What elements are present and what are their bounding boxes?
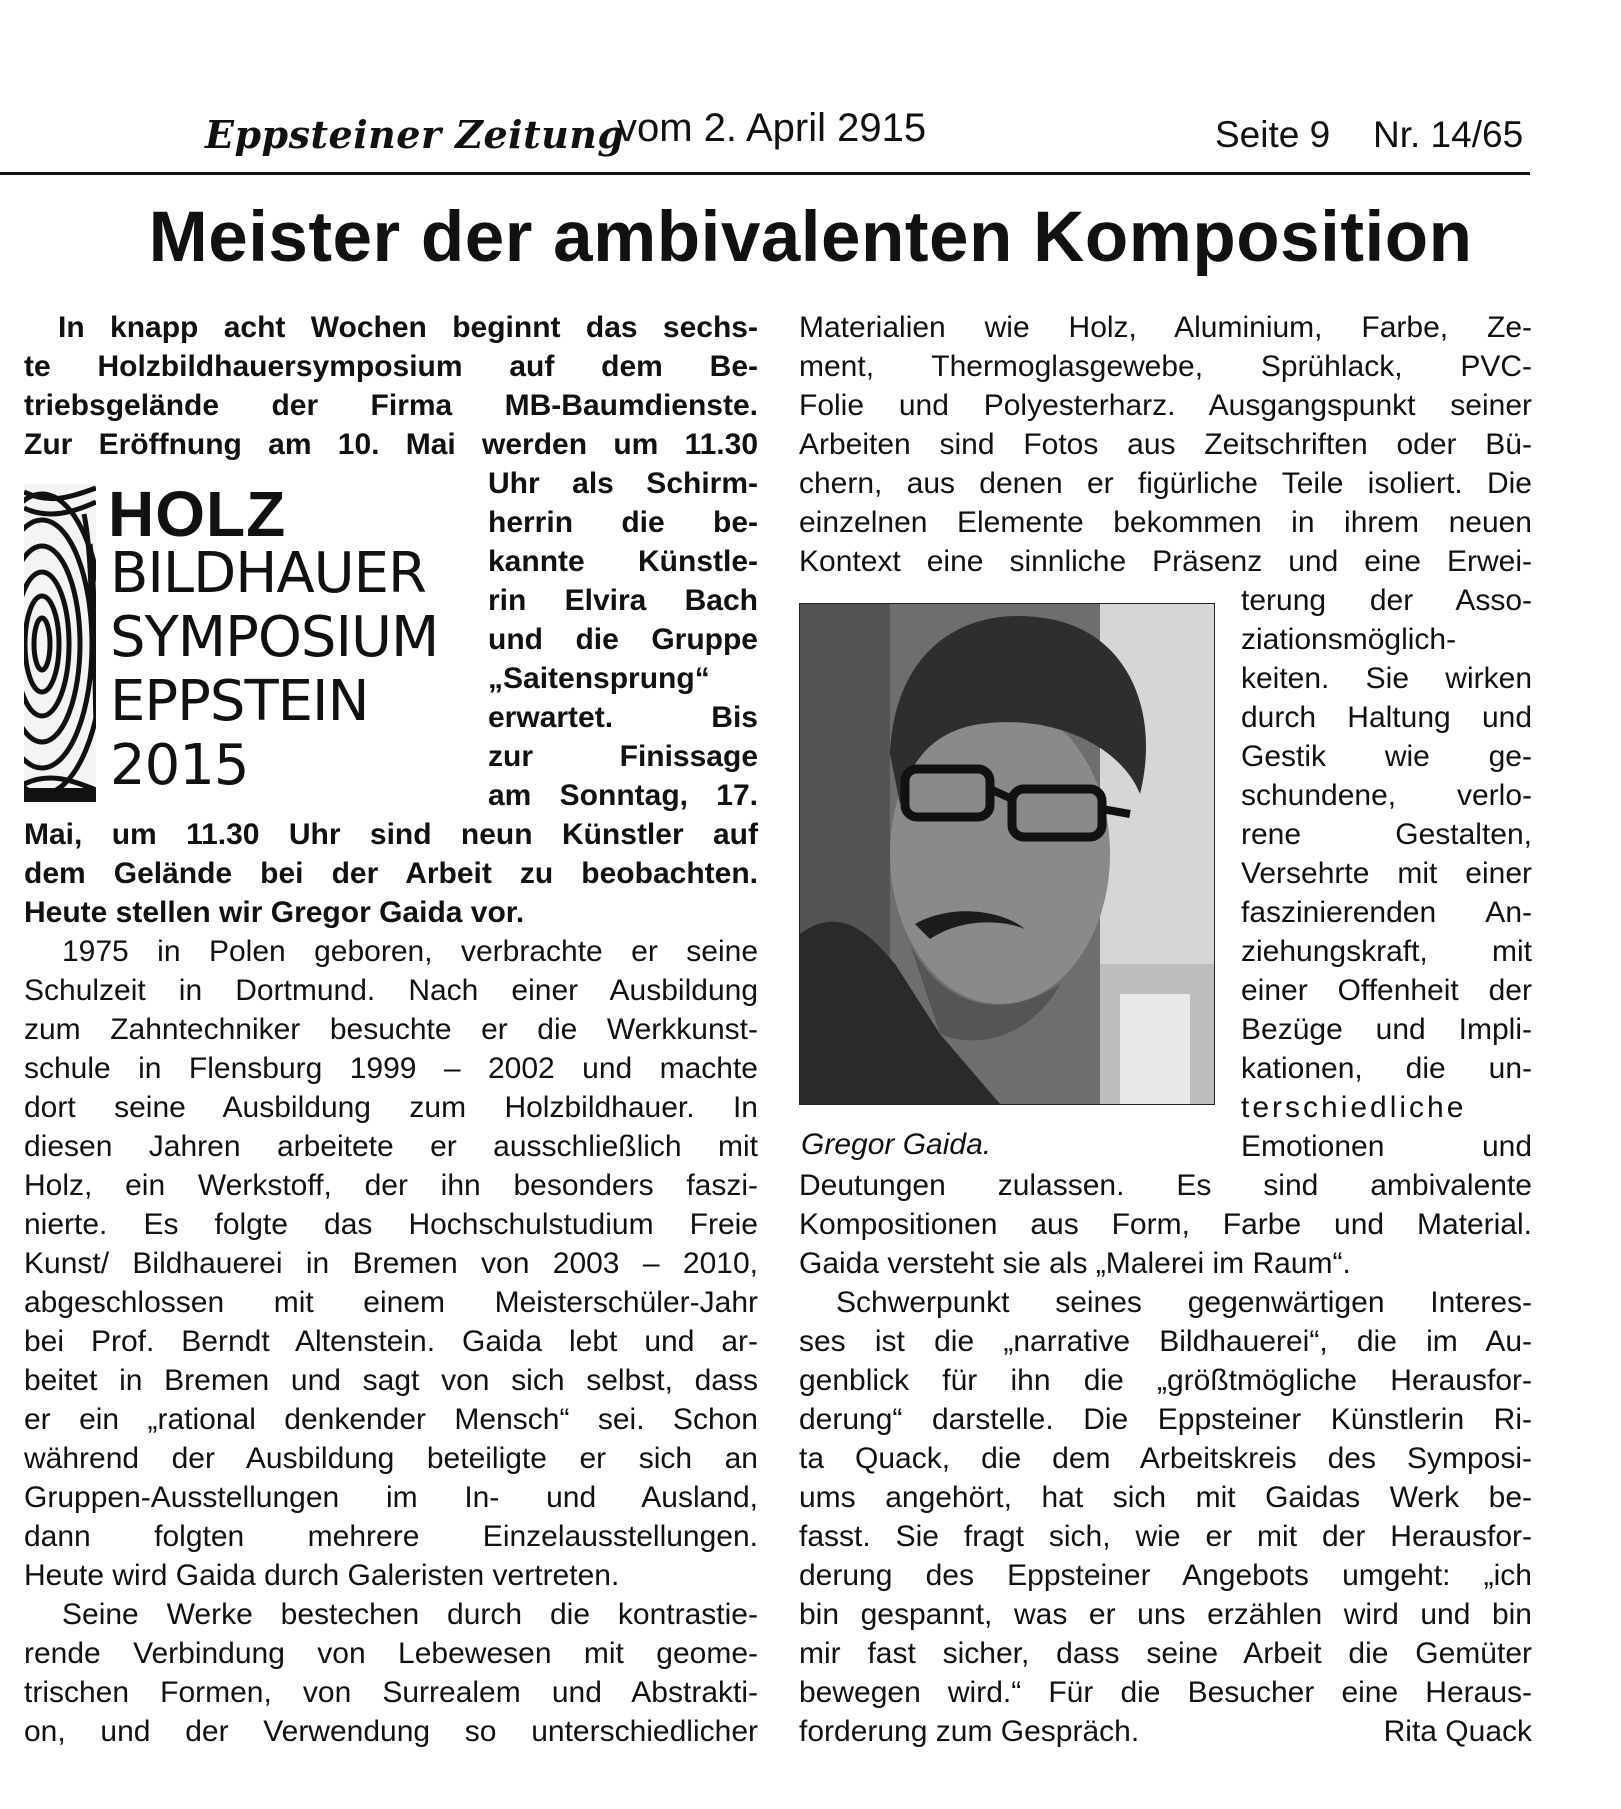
body-line: on, und der Verwendung so unterschiedlicher	[24, 1715, 758, 1748]
photo-caption: Gregor Gaida.	[801, 1128, 992, 1161]
body-line: mir fast sicher, dass seine Arbeit die Gemüter	[799, 1637, 1532, 1670]
issue-number: Nr. 14/65	[1373, 114, 1524, 155]
body-line: Schwerpunkt seines gegenwärtigen Interes-	[836, 1286, 1532, 1319]
portrait-photo	[799, 603, 1215, 1105]
body-line: ses ist die „narrative Bildhauerei“, die im Au-	[799, 1325, 1532, 1358]
body-line: Heute wird Gaida durch Galeristen vertreten.	[24, 1559, 620, 1592]
logo-line-year: 2015	[110, 733, 249, 798]
body-line: Gruppen-Ausstellungen im In- und Ausland,	[24, 1481, 758, 1514]
lead-line: erwartet. Bis	[488, 701, 758, 734]
body-line: zum Zahntechniker besuchte er die Werkkunst-	[24, 1013, 758, 1046]
body-line: terung der Asso-	[1241, 584, 1532, 617]
page-number: Seite 9	[1215, 114, 1331, 155]
body-line: er ein „rational denkender Mensch“ sei. Schon	[24, 1403, 758, 1436]
article-headline: Meister der ambivalenten Komposition	[148, 198, 1473, 277]
lead-line: am Sonntag, 17.	[488, 779, 758, 812]
body-line: schundene, verlo-	[1241, 779, 1532, 812]
body-line: forderung zum Gespräch.	[799, 1715, 1140, 1748]
wood-grain-icon	[24, 484, 96, 802]
body-line: Bezüge und Impli-	[1241, 1013, 1532, 1046]
body-line: diesen Jahren arbeitete er ausschließlich mit	[24, 1130, 758, 1163]
lead-line: Uhr als Schirm-	[488, 467, 758, 500]
body-line: einer Offenheit der	[1241, 974, 1532, 1007]
body-line: schule in Flensburg 1999 – 2002 und machte	[24, 1052, 758, 1085]
body-line: ziehungskraft, mit	[1241, 935, 1532, 968]
newspaper-name: Eppsteiner Zeitung	[205, 112, 625, 157]
body-line: derung“ darstelle. Die Eppsteiner Künstlerin Ri-	[799, 1403, 1532, 1436]
lead-line: herrin die be-	[488, 506, 758, 539]
body-line: Seine Werke bestechen durch die kontrastie-	[62, 1598, 758, 1631]
body-line: terschiedliche	[1241, 1091, 1467, 1124]
lead-line: rin Elvira Bach	[488, 584, 758, 617]
body-line: Kontext eine sinnliche Präsenz und eine Erwei-	[799, 545, 1532, 578]
body-line: nierte. Es folgte das Hochschulstudium Freie	[24, 1208, 758, 1241]
lead-line: In knapp acht Wochen beginnt das sechs-	[58, 311, 758, 344]
lead-line: zur Finissage	[488, 740, 758, 773]
symposium-logo	[24, 480, 460, 805]
lead-line: te Holzbildhauersymposium auf dem Be-	[24, 350, 758, 383]
body-line: Schulzeit in Dortmund. Nach einer Ausbildung	[24, 974, 758, 1007]
body-line: Kompositionen aus Form, Farbe und Material.	[799, 1208, 1532, 1241]
body-line: rende Verbindung von Lebewesen mit geome-	[24, 1637, 758, 1670]
body-line: derung des Eppsteiner Angebots umgeht: „ich	[799, 1559, 1532, 1592]
header-divider	[0, 172, 1530, 175]
lead-line: „Saitensprung“	[488, 662, 710, 695]
body-line: einzelnen Elemente bekommen in ihrem neuen	[799, 506, 1532, 539]
logo-line-holz: HOLZ	[108, 478, 287, 550]
lead-line: Mai, um 11.30 Uhr sind neun Künstler auf	[24, 818, 758, 851]
body-line: Arbeiten sind Fotos aus Zeitschriften oder Bü-	[799, 428, 1532, 461]
body-line: Folie und Polyesterharz. Ausgangspunkt seiner	[799, 389, 1532, 422]
body-line: Emotionen und	[1241, 1130, 1532, 1163]
logo-line-bildhauer: BILDHAUER	[110, 541, 426, 606]
body-line: trischen Formen, von Surrealem und Abstrakti-	[24, 1676, 758, 1709]
body-line: faszinierenden An-	[1241, 896, 1532, 929]
body-line: Gaida versteht sie als „Malerei im Raum“.	[799, 1247, 1351, 1280]
body-line: während der Ausbildung beteiligte er sich an	[24, 1442, 758, 1475]
body-line: ums angehört, hat sich mit Gaidas Werk be-	[799, 1481, 1532, 1514]
lead-line: Zur Eröffnung am 10. Mai werden um 11.30	[24, 428, 758, 461]
body-line: bewegen wird.“ Für die Besucher eine Heraus-	[799, 1676, 1532, 1709]
body-line: keiten. Sie wirken	[1241, 662, 1532, 695]
lead-line: triebsgelände der Firma MB-Baumdienste.	[24, 389, 758, 422]
body-line: fasst. Sie fragt sich, wie er mit der Herausfor-	[799, 1520, 1532, 1553]
body-line: genblick für ihn die „größtmögliche Herausfor-	[799, 1364, 1532, 1397]
body-line: Kunst/ Bildhauerei in Bremen von 2003 – 2010,	[24, 1247, 758, 1280]
body-line: durch Haltung und	[1241, 701, 1532, 734]
body-line: beitet in Bremen und sagt von sich selbst, dass	[24, 1364, 758, 1397]
body-line: 1975 in Polen geboren, verbrachte er seine	[62, 935, 758, 968]
body-line: ziationsmöglich-	[1241, 623, 1457, 656]
body-line: abgeschlossen mit einem Meisterschüler-Jahr	[24, 1286, 758, 1319]
logo-line-symposium: SYMPOSIUM	[110, 605, 439, 670]
lead-line: und die Gruppe	[488, 623, 758, 656]
body-line: dann folgten mehrere Einzelausstellungen.	[24, 1520, 758, 1553]
body-line: Gestik wie ge-	[1241, 740, 1532, 773]
lead-line: dem Gelände bei der Arbeit zu beobachten.	[24, 857, 758, 890]
body-line: kationen, die un-	[1241, 1052, 1532, 1085]
body-line: ment, Thermoglasgewebe, Sprühlack, PVC-	[799, 350, 1532, 383]
body-line: rene Gestalten,	[1241, 818, 1532, 851]
author-byline: Rita Quack	[1383, 1715, 1532, 1748]
body-line: Versehrte mit einer	[1241, 857, 1532, 890]
body-line: dort seine Ausbildung zum Holzbildhauer. In	[24, 1091, 758, 1124]
body-line: Holz, ein Werkstoff, der ihn besonders faszi-	[24, 1169, 758, 1202]
body-line: Deutungen zulassen. Es sind ambivalente	[799, 1169, 1532, 1202]
body-line: Materialien wie Holz, Aluminium, Farbe, Ze-	[799, 311, 1532, 344]
body-line: ta Quack, die dem Arbeitskreis des Symposi-	[799, 1442, 1532, 1475]
body-line: bin gespannt, was er uns erzählen wird und bin	[799, 1598, 1532, 1631]
logo-line-eppstein: EPPSTEIN	[110, 669, 369, 734]
lead-line: Heute stellen wir Gregor Gaida vor.	[24, 896, 525, 929]
lead-line: kannte Künstle-	[488, 545, 758, 578]
body-line: chern, aus denen er figürliche Teile isoliert. Die	[799, 467, 1532, 500]
portrait-image	[800, 604, 1214, 1104]
issue-date: vom 2. April 2915	[617, 106, 927, 150]
body-line: bei Prof. Berndt Altenstein. Gaida lebt und ar-	[24, 1325, 758, 1358]
